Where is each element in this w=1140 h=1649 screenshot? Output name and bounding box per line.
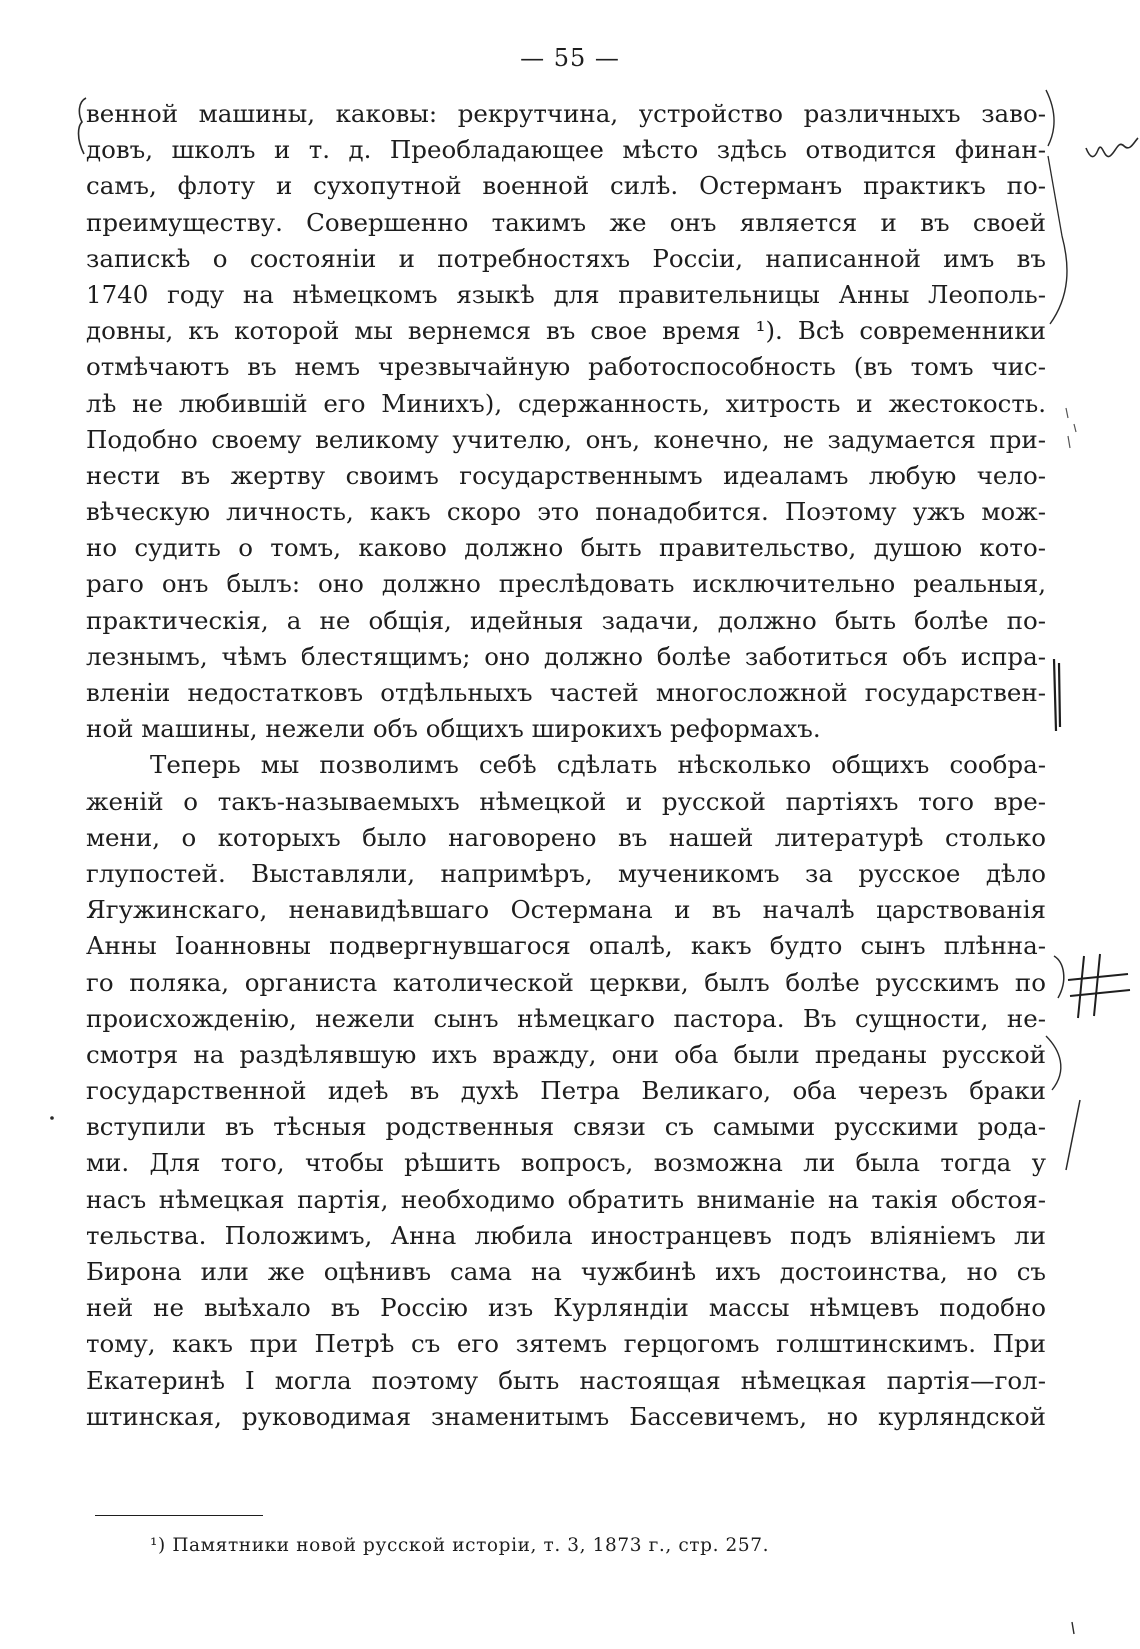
text-line: ми. Для того, чтобы рѣшить вопросъ, возможна ли была тогда у (86, 1148, 1046, 1178)
footnote-divider (95, 1515, 263, 1516)
text-line: Анны Іоанновны подвергнувшагося опалѣ, какъ будто сынъ плѣнна- (86, 931, 1046, 961)
margin-curve-lower (1040, 1030, 1100, 1180)
text-line: мени, о которыхъ было наговорено въ нашей литературѣ столько (86, 822, 1046, 852)
text-line: практическія, а не общія, идейныя задачи, должно быть болѣе по- (86, 605, 1046, 635)
bottom-tick-mark (1068, 1620, 1078, 1640)
text-line: самъ, флоту и сухопутной военной силѣ. Остерманъ практикъ по- (86, 171, 1046, 201)
footnote: ¹) Памятники новой русской исторіи, т. 3, 1873 г., стр. 257. (150, 1535, 770, 1556)
text-line: раго онъ былъ: оно должно преслѣдовать исключительно реальныя, (86, 569, 1046, 599)
text-line: Подобно своему великому учителю, онъ, конечно, не задумается при- (86, 424, 1046, 454)
text-line: отмѣчаютъ въ немъ чрезвычайную работоспособность (въ томъ чис- (86, 352, 1046, 382)
text-line: лезнымъ, чѣмъ блестящимъ; оно должно болѣе заботиться объ испра- (86, 641, 1046, 671)
text-line: вступили въ тѣсныя родственныя связи съ самыми русскими рода- (86, 1112, 1046, 1142)
left-dot-mark (48, 1114, 56, 1122)
margin-dots (1062, 404, 1086, 454)
text-line: происхожденію, нежели сынъ нѣмецкаго пастора. Въ сущности, не- (86, 1003, 1046, 1033)
text-line: смотря на раздѣлявшую ихъ вражду, они оба были преданы русской (86, 1039, 1046, 1069)
text-line: преимуществу. Совершенно такимъ же онъ является и въ своей (86, 207, 1046, 237)
text-line: тому, какъ при Петрѣ съ его зятемъ герцогомъ голштинскимъ. При (86, 1329, 1046, 1359)
text-line: лѣ не любившій его Минихъ), сдержанность, хитрость и жестокость. (86, 388, 1046, 418)
body-text (86, 96, 1046, 1435)
text-line: Бирона или же оцѣнивъ сама на чужбинѣ ихъ достоинства, но съ (86, 1257, 1046, 1286)
text-line: ней не выѣхало въ Россію изъ Курляндіи массы нѣмцевъ подобно (86, 1293, 1046, 1323)
hash-mark (1050, 950, 1136, 1030)
text-line: тельства. Положимъ, Анна любила иностранцевъ подъ вліяніемъ ли (86, 1220, 1046, 1250)
text-line: штинская, руководимая знаменитымъ Бассевичемъ, но курляндской (86, 1401, 1046, 1431)
text-line: вѣческую личность, какъ скоро это понадобится. Поэтому ужъ мож- (86, 497, 1046, 527)
text-line: государственной идеѣ въ духѣ Петра Великаго, оба черезъ браки (86, 1076, 1046, 1106)
page-number: — 55 — (520, 44, 620, 72)
text-line: вленіи недостатковъ отдѣльныхъ частей многосложной государствен- (86, 678, 1046, 707)
margin-bar-mark (1046, 655, 1066, 735)
text-line: довъ, школъ и т. д. Преобладающее мѣсто здѣсь отводится финан- (86, 135, 1046, 165)
text-line: глупостей. Выставляли, напримѣръ, мученикомъ за русское дѣло (86, 858, 1046, 888)
text-line: 1740 году на нѣмецкомъ языкѣ для правительницы Анны Леополь- (86, 279, 1046, 309)
text-line: довны, къ которой мы вернемся въ свое время ¹). Всѣ современники (86, 316, 1046, 346)
text-line: венной машины, каковы: рекрутчина, устройство различныхъ заво- (86, 99, 1046, 128)
text-line: нести въ жертву своимъ государственнымъ идеаламъ любую чело- (86, 460, 1046, 490)
text-line: Ягужинскаго, ненавидѣвшаго Остермана и въ началѣ царствованія (86, 895, 1046, 925)
text-line-paragraph-start: Теперь мы позволимъ себѣ сдѣлать нѣсколько общихъ сообра- (150, 750, 1046, 780)
text-line: Екатеринѣ I могла поэтому быть настоящая нѣмецкая партія—гол- (86, 1365, 1046, 1395)
text-line: насъ нѣмецкая партія, необходимо обратить вниманіе на такія обстоя- (86, 1184, 1046, 1214)
handwritten-squiggle (1084, 130, 1140, 170)
text-line-paragraph-end: ной машины, нежели объ общихъ широкихъ реформахъ. (86, 714, 821, 744)
text-line: но судить о томъ, каково должно быть правительство, душою кото- (86, 533, 1046, 563)
text-line: го поляка, органиста католической церкви, былъ болѣе русскимъ по (86, 967, 1046, 997)
margin-bracket-top (1040, 86, 1100, 336)
text-line: запискѣ о состояніи и потребностяхъ Россіи, написанной имъ въ (86, 243, 1046, 273)
text-line: женій о такъ-называемыхъ нѣмецкой и русской партіяхъ того вре- (86, 786, 1046, 816)
